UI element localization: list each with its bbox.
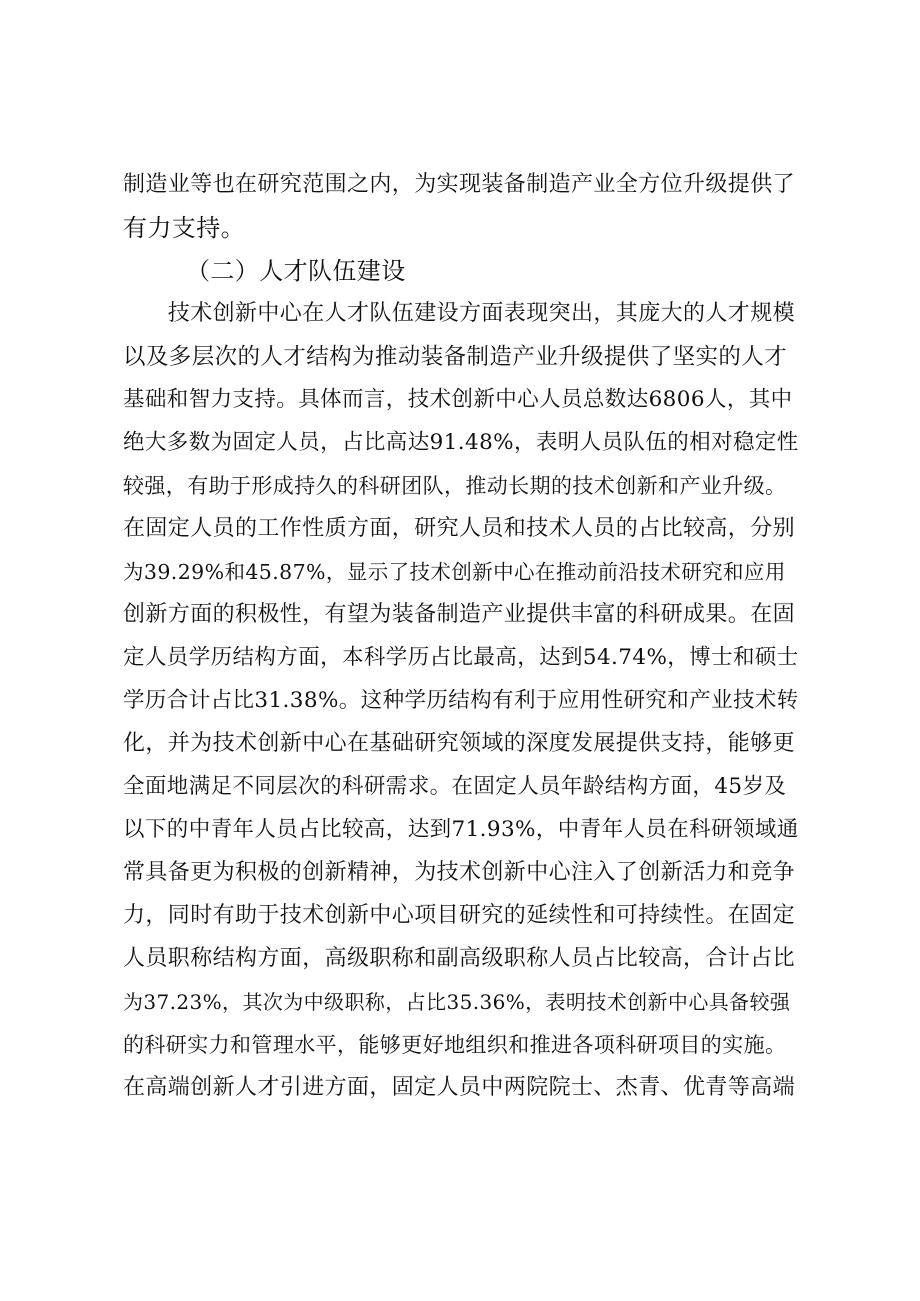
paragraph-line: 学历合计占比31.38%。这种学历结构有利于应用性研究和产业技术转 (123, 688, 799, 713)
paragraph-line: 以及多层次的人才结构为推动装备制造产业升级提供了坚实的人才 (123, 344, 788, 370)
paragraph-line: 为39.29%和45.87%，显示了技术创新中心在推动前沿技术研究和应用 (123, 560, 786, 584)
paragraph-line: 力，同时有助于技术创新中心项目研究的延续性和可持续性。在固定 (123, 903, 796, 928)
paragraph-line: 创新方面的积极性，有望为装备制造产业提供丰富的科研成果。在固 (123, 602, 796, 627)
paragraph-line: 在高端创新人才引进方面，固定人员中两院院士、杰青、优青等高端 (123, 1075, 796, 1100)
paragraph-line: 全面地满足不同层次的科研需求。在固定人员年龄结构方面，45岁及 (123, 774, 787, 799)
paragraph-line: 人员职称结构方面，高级职称和副高级职称人员占比较高，合计占比 (123, 946, 796, 971)
paragraph-line: 有力支持。 (123, 214, 245, 242)
paragraph-line: 基础和智力支持。具体而言，技术创新中心人员总数达6806人，其中 (123, 387, 793, 412)
paragraph-line: 绝大多数为固定人员，占比高达91.48%，表明人员队伍的相对稳定性 (123, 430, 799, 455)
section-heading: （二）人才队伍建设 (186, 257, 406, 285)
paragraph-line: 在固定人员的工作性质方面，研究人员和技术人员的占比较高，分别 (123, 516, 796, 541)
paragraph-line: 为37.23%，其次为中级职称，占比35.36%，表明技术创新中心具备较强 (123, 990, 791, 1014)
paragraph-line: 以下的中青年人员占比较高，达到71.93%，中青年人员在科研领域通 (123, 817, 799, 842)
paragraph-line: 定人员学历结构方面，本科学历占比最高，达到54.74%，博士和硕士 (123, 645, 799, 670)
paragraph-line: 常具备更为积极的创新精神，为技术创新中心注入了创新活力和竞争 (123, 860, 796, 885)
paragraph-line: 较强，有助于形成持久的科研团队，推动长期的技术创新和产业升级。 (123, 474, 787, 498)
paragraph-line: 制造业等也在研究范围之内，为实现装备制造产业全方位升级提供了 (123, 172, 796, 197)
paragraph-line: 化，并为技术创新中心在基础研究领域的深度发展提供支持，能够更 (123, 731, 796, 756)
paragraph-line: 的科研实力和管理水平，能够更好地组织和推进各项科研项目的实施。 (123, 1033, 787, 1057)
paragraph-line: 技术创新中心在人才队伍建设方面表现突出，其庞大的人才规模 (123, 301, 796, 326)
